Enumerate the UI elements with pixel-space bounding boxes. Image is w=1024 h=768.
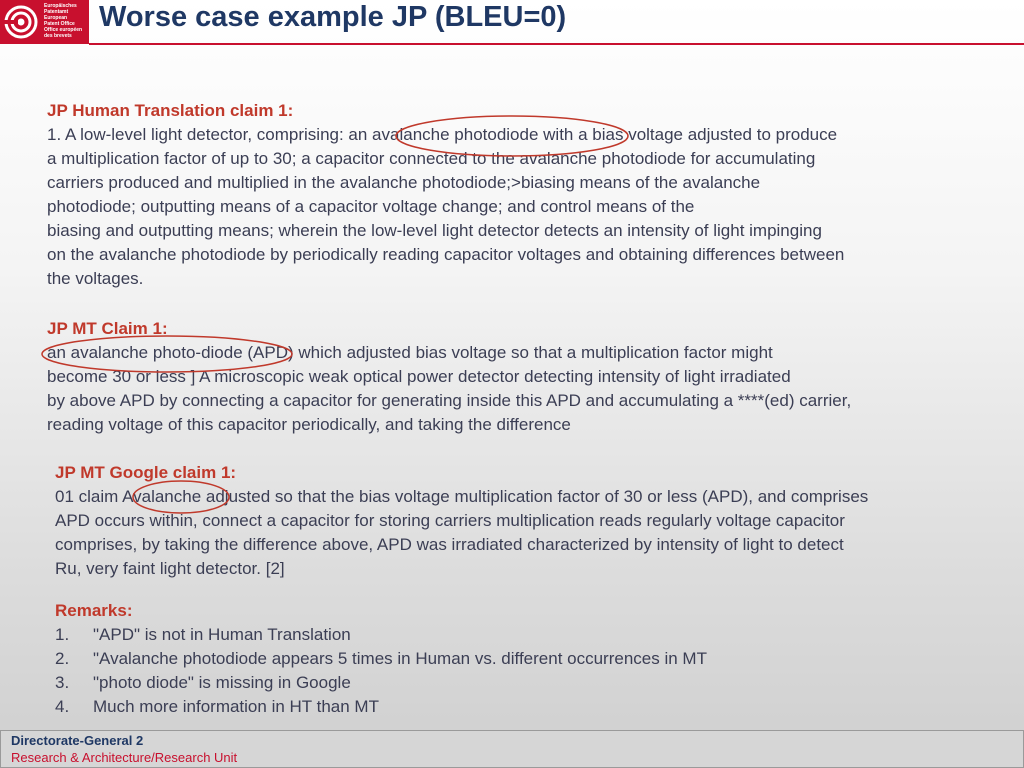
remarks-heading: Remarks: (55, 601, 133, 620)
remark-item: 3. "photo diode" is missing in Google (55, 673, 351, 692)
human-line: 1. A low-level light detector, comprising: an avalanche photodiode with a bias voltage adjusted to produce (47, 125, 838, 144)
remarks-list (55, 623, 707, 719)
mt-line: become 30 or less ] A microscopic weak optical power detector detecting intensity of light irradiated (47, 367, 791, 386)
google-line: Ru, very faint light detector. [2] (55, 559, 285, 578)
human-line: a multiplication factor of up to 30; a capacitor connected to the avalanche photodiode for accumulating (47, 149, 816, 168)
remarks-section (55, 599, 707, 719)
title-divider (89, 43, 1024, 45)
human-line: photodiode; outputting means of a capacitor voltage change; and control means of the (47, 197, 695, 216)
mt-line: reading voltage of this capacitor periodically, and taking the difference (47, 415, 571, 434)
mt-claim-heading: JP MT Claim 1: (47, 319, 168, 338)
human-line: on the avalanche photodiode by periodically reading capacitor voltages and obtaining differences between (47, 245, 845, 264)
human-translation-section (47, 99, 844, 291)
remark-item: 4. Much more information in HT than MT (55, 697, 379, 716)
logo-wordmark: Europäisches Patentamt European Patent Office Office européen des brevets (44, 3, 83, 39)
footer-directorate: Directorate-General 2 (11, 733, 144, 748)
human-line: carriers produced and multiplied in the avalanche photodiode;>biasing means of the avalanche (47, 173, 761, 192)
mt-line: an avalanche photo-diode (APD) which adjusted bias voltage so that a multiplication factor might (47, 343, 773, 362)
google-line: 01 claim Avalanche adjusted so that the bias voltage multiplication factor of 30 or less (APD), and comprises (55, 487, 869, 506)
epo-logo-icon (4, 5, 38, 39)
human-line: the voltages. (47, 269, 144, 288)
human-line: biasing and outputting means; wherein the low-level light detector detects an intensity of light impinging (47, 221, 822, 240)
google-line: comprises, by taking the difference above, APD was irradiated characterized by intensity of light to detect (55, 535, 844, 554)
mt-claim-section (47, 317, 851, 437)
google-line: APD occurs within, connect a capacitor for storing carriers multiplication reads regularly voltage capacitor (55, 511, 845, 530)
remark-item: 2. "Avalanche photodiode appears 5 times in Human vs. different occurrences in MT (55, 649, 707, 668)
google-claim-section (55, 461, 868, 581)
remark-item: 1. "APD" is not in Human Translation (55, 625, 351, 644)
epo-logo (0, 0, 89, 44)
human-translation-heading: JP Human Translation claim 1: (47, 101, 294, 120)
mt-line: by above APD by connecting a capacitor for generating inside this APD and accumulating a ****(ed) carrier, (47, 391, 852, 410)
page-title: Worse case example JP (BLEU=0) (99, 1, 567, 33)
footer-unit: Research & Architecture/Research Unit (11, 750, 238, 765)
footer (0, 730, 1024, 768)
google-claim-heading: JP MT Google claim 1: (55, 463, 237, 482)
